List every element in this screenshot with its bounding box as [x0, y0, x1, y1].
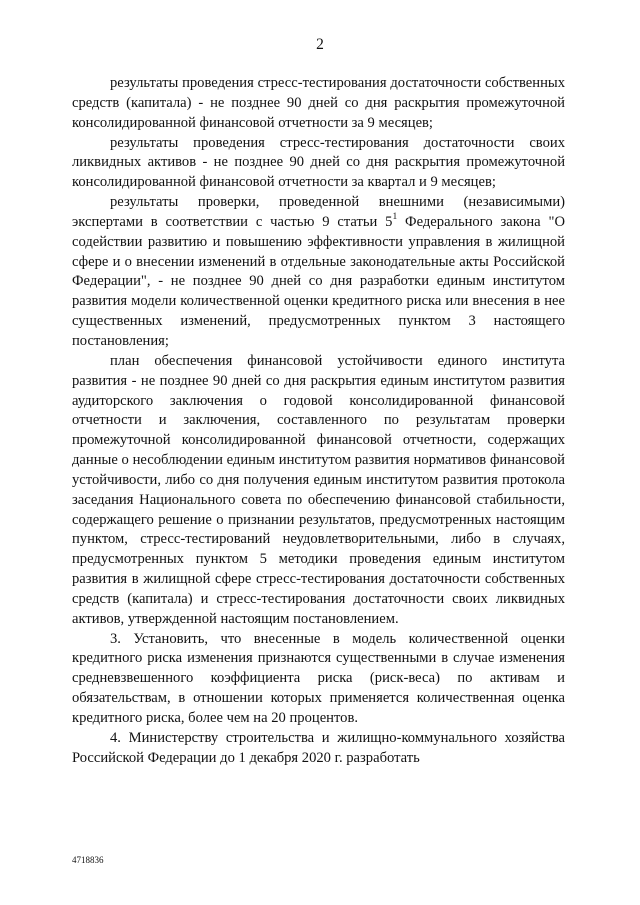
page-number: 2 [316, 36, 324, 53]
paragraph-item-4: 4. Министерству строительства и жилищно-коммунального хозяйства Российской Федерации до 1 декабря 2020 г. разработать [72, 729, 565, 766]
experts-text-start: результаты проверки, проведенной внешними (независимыми) экспертами в соответствии с частью 9 статьи 5 [72, 194, 565, 230]
paragraph-capital-stress-test: результаты проведения стресс-тестирования достаточности собственных средств (капитала) - не позднее 90 дней со дня раскрытия промежуточной консолидированной финансовой отчетности за 9 месяцев; [72, 75, 565, 131]
document-body [72, 74, 565, 769]
paragraph-liquid-assets-stress-test: результаты проведения стресс-тестирования достаточности своих ликвидных активов - не позднее 90 дней со дня раскрытия промежуточной консолидированной финансовой отчетности за квартал и 9 месяцев; [72, 134, 565, 191]
paragraph-item-3: 3. Установить, что внесенные в модель количественной оценки кредитного риска изменения признаются существенными в случае изменения средневзвешенного коэффициента риска (риск-веса) по активам и обязательствам, в отношении которых применяется количественная оценка кредитного риска, более чем на 20 процентов. [72, 630, 565, 726]
paragraph-external-experts [72, 193, 565, 352]
experts-text-end: Федерального закона "О содействии развитию и повышению эффективности управления в жилищной сфере и о внесении изменений в отдельные законодательные акты Российской Федерации", - не позднее 90 дней со дня разработки единым институтом развития модели количественной оценки кредитного риска или внесения в нее существенных изменений, предусмотренных пунктом 3 настоящего постановления; [72, 213, 566, 349]
paragraph-financial-stability-plan: план обеспечения финансовой устойчивости единого института развития - не позднее 90 дней со дня раскрытия единым институтом развития аудиторского заключения о годовой консолидированной финансовой отчетности и заключения, составленного по результатам проверки промежуточной консолидированной финансовой отчетности, содержащих данные о несоблюдении единым институтом развития нормативов финансовой устойчивости, либо со дня получения единым институтом развития протокола заседания Национального совета по обеспечению финансовой стабильности, содержащего решение о признании результатов, предусмотренных настоящим пунктом, стресс-тестирований неудовлетворительными, либо в случаях, предусмотренных пунктом 5 методики проведения единым институтом развития в жилищной сфере стресс-тестирования достаточности собственных средств (капитала) и стресс-тестирования достаточности своих ликвидных активов, утвержденной настоящим постановлением. [72, 352, 565, 627]
document-code: 4718836 [72, 855, 104, 865]
article-superscript: 1 [392, 212, 398, 223]
